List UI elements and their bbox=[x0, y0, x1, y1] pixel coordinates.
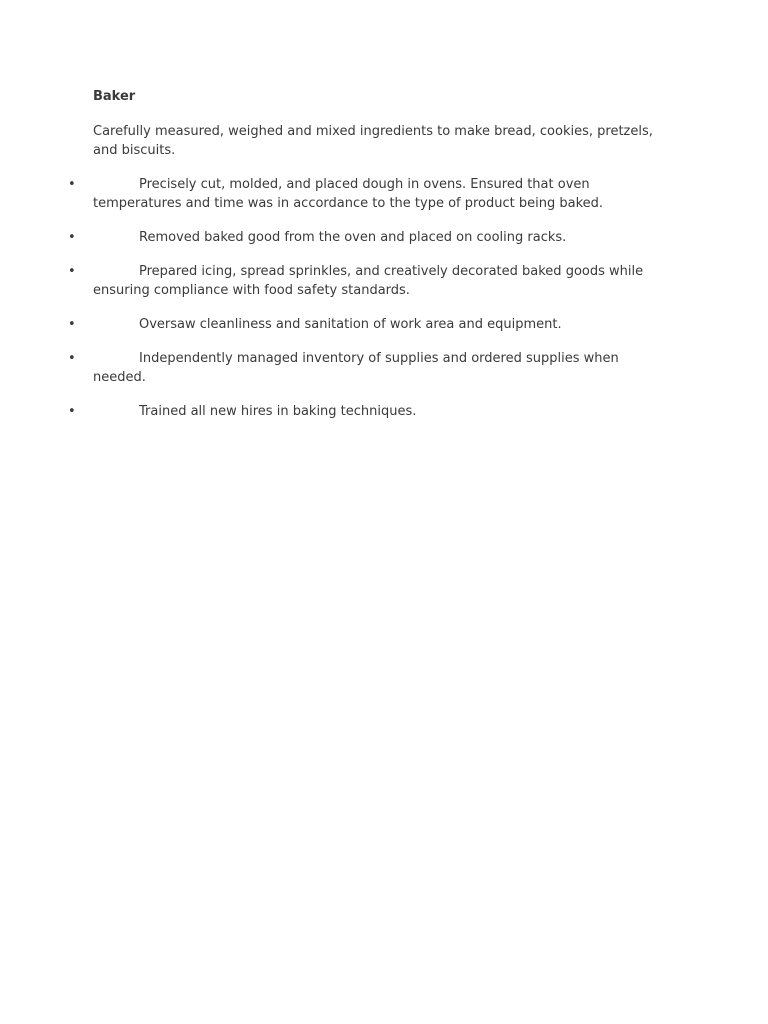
list-item bbox=[0, 228, 673, 247]
list-item bbox=[0, 315, 673, 334]
list-item-text: Trained all new hires in baking techniques. bbox=[139, 404, 417, 419]
list-item-text: Removed baked good from the oven and placed on cooling racks. bbox=[139, 230, 567, 245]
bullet-icon: • bbox=[68, 177, 76, 192]
job-title: Baker bbox=[93, 89, 136, 104]
list-item-text: Oversaw cleanliness and sanitation of work area and equipment. bbox=[139, 317, 562, 332]
list-item bbox=[0, 262, 673, 300]
bullet-icon: • bbox=[68, 351, 76, 366]
list-item bbox=[0, 175, 673, 213]
list-item-text: Precisely cut, molded, and placed dough in ovens. Ensured that oven temperatures and time was in accordance to the type of product being baked. bbox=[93, 177, 604, 211]
list-item-text: Independently managed inventory of supplies and ordered supplies when needed. bbox=[93, 351, 619, 385]
bullet-icon: • bbox=[68, 404, 76, 419]
duties-list bbox=[0, 175, 768, 436]
list-item bbox=[0, 349, 673, 387]
bullet-icon: • bbox=[68, 264, 76, 279]
bullet-icon: • bbox=[68, 317, 76, 332]
bullet-icon: • bbox=[68, 230, 76, 245]
intro-paragraph: Carefully measured, weighed and mixed ingredients to make bread, cookies, pretzels, and biscuits. bbox=[93, 124, 653, 158]
list-item-text: Prepared icing, spread sprinkles, and creatively decorated baked goods while ensuring compliance with food safety standards. bbox=[93, 264, 644, 298]
list-item bbox=[0, 402, 673, 421]
